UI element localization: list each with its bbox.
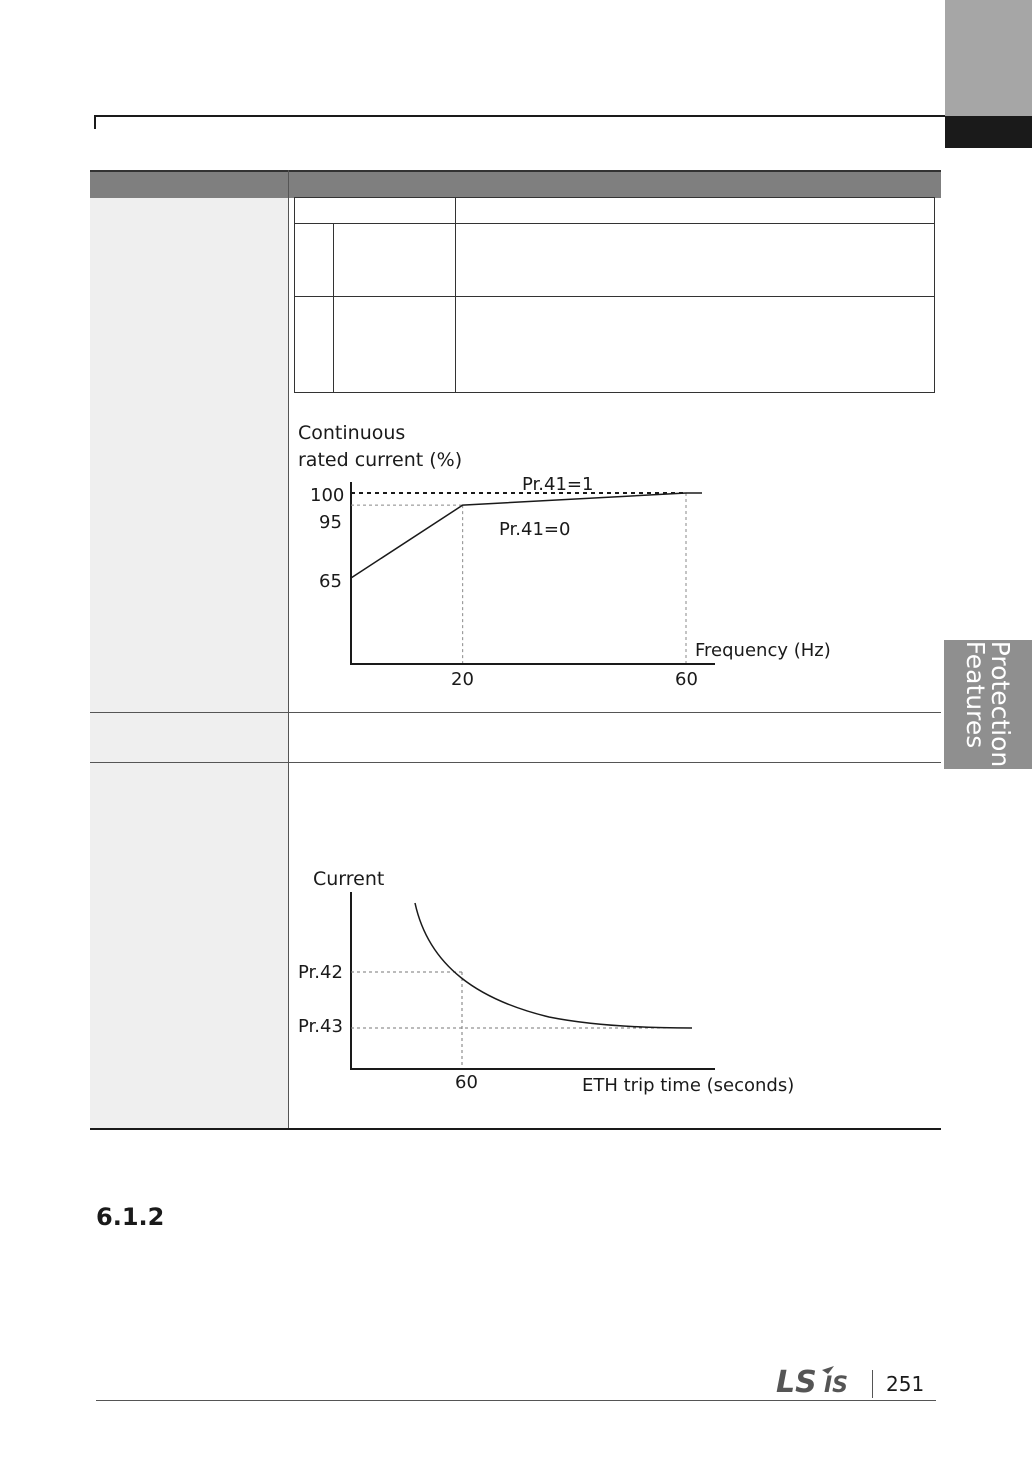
table-header — [90, 170, 941, 198]
inner-table-row-line-2 — [295, 296, 934, 297]
table-row-2-label-cell — [90, 713, 288, 762]
header-rule-tick — [94, 115, 96, 129]
chart1-xtick-60: 60 — [675, 669, 698, 690]
table-row-divider-1 — [90, 712, 941, 713]
side-tab-label: Protection Features — [961, 640, 1015, 768]
table-row-1-label-cell — [90, 198, 288, 712]
inner-table — [294, 197, 935, 393]
inner-table-row-line-1 — [295, 223, 934, 224]
svg-text:IS: IS — [824, 1373, 849, 1396]
chart2-ytick-pr42: Pr.42 — [298, 962, 343, 983]
chart1-ytick-95: 95 — [319, 512, 342, 533]
svg-text:LS: LS — [776, 1365, 817, 1396]
page-number: 251 — [886, 1372, 925, 1396]
chart2-ytick-pr43: Pr.43 — [298, 1016, 343, 1037]
section-number: 6.1.2 — [96, 1203, 165, 1231]
chart2-xlabel: ETH trip time (seconds) — [582, 1075, 795, 1096]
inner-table-col-line-1 — [455, 198, 456, 392]
chart1-ylabel-line2: rated current (%) — [298, 449, 463, 471]
chart1-series-label-pr41-0: Pr.41=0 — [499, 519, 571, 540]
table-row-3-label-cell — [90, 763, 288, 1129]
side-tab-protection-features[interactable] — [944, 640, 1032, 769]
chapter-tab-top — [945, 0, 1032, 116]
chart1-ytick-65: 65 — [319, 571, 342, 592]
inner-table-col-line-2 — [333, 223, 334, 392]
header-rule — [94, 115, 945, 117]
footer-rule — [96, 1400, 936, 1401]
chart1-xtick-20: 20 — [451, 669, 474, 690]
chart-continuous-rated-current — [294, 415, 854, 695]
chart1-ytick-100: 100 — [310, 485, 345, 506]
chart1-series-label-pr41-1: Pr.41=1 — [522, 474, 594, 495]
chart1-xlabel: Frequency (Hz) — [695, 640, 831, 661]
table-row-divider-2 — [90, 762, 941, 763]
chart1-ylabel-line1: Continuous — [298, 422, 406, 444]
table-bottom-rule — [90, 1128, 941, 1130]
chart2-xtick-60: 60 — [455, 1072, 478, 1093]
table-column-divider — [288, 198, 289, 1129]
chapter-tab-black — [945, 116, 1032, 148]
footer-divider — [872, 1370, 873, 1398]
chart2-trip-curve — [415, 903, 692, 1028]
chart2-ylabel: Current — [313, 868, 385, 890]
ls-is-logo — [776, 1364, 860, 1396]
table-header-divider — [288, 170, 289, 198]
chart-eth-trip-time — [294, 862, 814, 1102]
